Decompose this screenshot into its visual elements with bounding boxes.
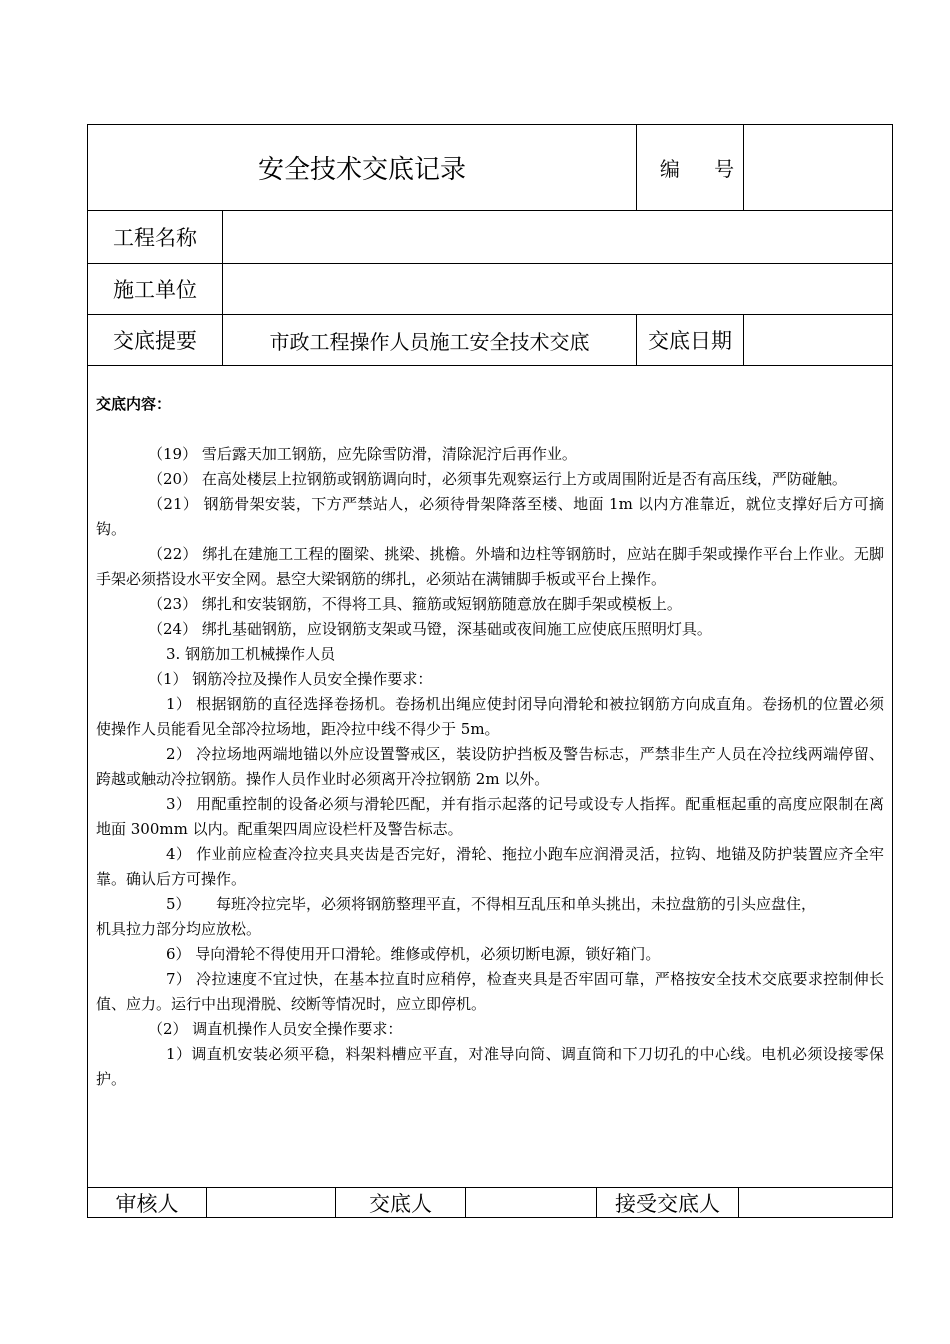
section-heading: 3. 钢筋加工机械操作人员 — [166, 645, 336, 663]
content-paragraph: 机具拉力部分均应放松。 — [96, 920, 262, 938]
construction-unit-label: 施工单位 — [113, 278, 197, 302]
presenter-value[interactable] — [466, 1188, 596, 1217]
date-value[interactable] — [744, 315, 892, 365]
receiver-label: 接受交底人 — [615, 1191, 720, 1216]
content-paragraph: （1） 钢筋冷拉及操作人员安全操作要求： — [148, 670, 433, 688]
date-label: 交底日期 — [648, 329, 732, 353]
content-paragraph: 6） 导向滑轮不得使用开口滑轮。维修或停机，必须切断电源，锁好箱门。 — [166, 945, 661, 963]
project-name-value[interactable] — [223, 211, 892, 263]
presenter-label: 交底人 — [369, 1191, 432, 1216]
content-paragraph: 4） 作业前应检查冷拉夹具夹齿是否完好，滑轮、拖拉小跑车应润滑灵活，拉钩、地锚及防护装置应齐全牢靠。确认后方可操作。 — [96, 845, 884, 888]
reviewer-value[interactable] — [207, 1188, 335, 1217]
item-text: 每班冷拉完毕，必须将钢筋整理平直，不得相互乱压和单头挑出，未拉盘筋的引头应盘住， — [216, 895, 817, 913]
content-paragraph: 1） 根据钢筋的直径选择卷扬机。卷扬机出绳应使封闭导向滑轮和被拉钢筋方向成直角。卷扬机的位置必须使操作人员能看见全部冷拉场地，距冷拉中线不得少于 5m。 — [96, 695, 884, 738]
content-paragraph: 3） 用配重控制的设备必须与滑轮匹配，并有指示起落的记号或设专人指挥。配重框起重的高度应限制在离地面 300mm 以内。配重架四周应设栏杆及警告标志。 — [96, 795, 884, 838]
project-name-label: 工程名称 — [113, 226, 197, 250]
reviewer-label: 审核人 — [115, 1191, 179, 1216]
row-divider — [87, 365, 893, 366]
number-label: 编 号 — [659, 157, 749, 181]
document-title: 安全技术交底记录 — [257, 155, 466, 185]
content-paragraph: （20） 在高处楼层上拉钢筋或钢筋调向时，必须事先观察运行上方或周围附近是否有高压线，严防碰触。 — [148, 470, 847, 488]
content-paragraph: 2） 冷拉场地两端地锚以外应设置警戒区，装设防护挡板及警告标志，严禁非生产人员在冷拉线两端停留、跨越或触动冷拉钢筋。操作人员作业时必须离开冷拉钢筋 2m 以外。 — [96, 745, 884, 788]
content-paragraph: 7） 冷拉速度不宜过快，在基本拉直时应稍停，检查夹具是否牢固可靠，严格按安全技术交底要求控制伸长值、应力。运行中出现滑脱、绞断等情况时，应立即停机。 — [96, 970, 884, 1013]
content-paragraph: 1）调直机安装必须平稳，料架料槽应平直，对准导向筒、调直筒和下刀切孔的中心线。电机必须设接零保护。 — [96, 1045, 884, 1088]
content-paragraph — [96, 892, 884, 917]
content-paragraph: （23） 绑扎和安装钢筋，不得将工具、箍筋或短钢筋随意放在脚手架或模板上。 — [148, 595, 682, 613]
summary-value: 市政工程操作人员施工安全技术交底 — [269, 329, 590, 354]
content-paragraph: （21） 钢筋骨架安装，下方严禁站人，必须待骨架降落至楼、地面 1m 以内方准靠近，就位支撑好后方可摘钩。 — [96, 495, 884, 538]
summary-label: 交底提要 — [113, 329, 197, 353]
receiver-value[interactable] — [739, 1188, 892, 1217]
content-heading: 交底内容： — [96, 395, 172, 413]
content-paragraph: （22） 绑扎在建施工工程的圈梁、挑梁、挑檐。外墙和边柱等钢筋时，应站在脚手架或操作平台上作业。无脚手架必须搭设水平安全网。悬空大梁钢筋的绑扎，必须站在满铺脚手板或平台上操作。 — [96, 545, 884, 588]
content-paragraph: （19） 雪后露天加工钢筋，应先除雪防滑，清除泥泞后再作业。 — [148, 445, 577, 463]
number-value[interactable] — [744, 125, 892, 210]
disclosure-content — [96, 392, 884, 1092]
construction-unit-value[interactable] — [223, 264, 892, 314]
content-paragraph: （2） 调直机操作人员安全操作要求： — [148, 1020, 403, 1038]
item-number: 5） — [166, 895, 191, 913]
content-paragraph: （24） 绑扎基础钢筋，应设钢筋支架或马镫，深基础或夜间施工应使底压照明灯具。 — [148, 620, 712, 638]
